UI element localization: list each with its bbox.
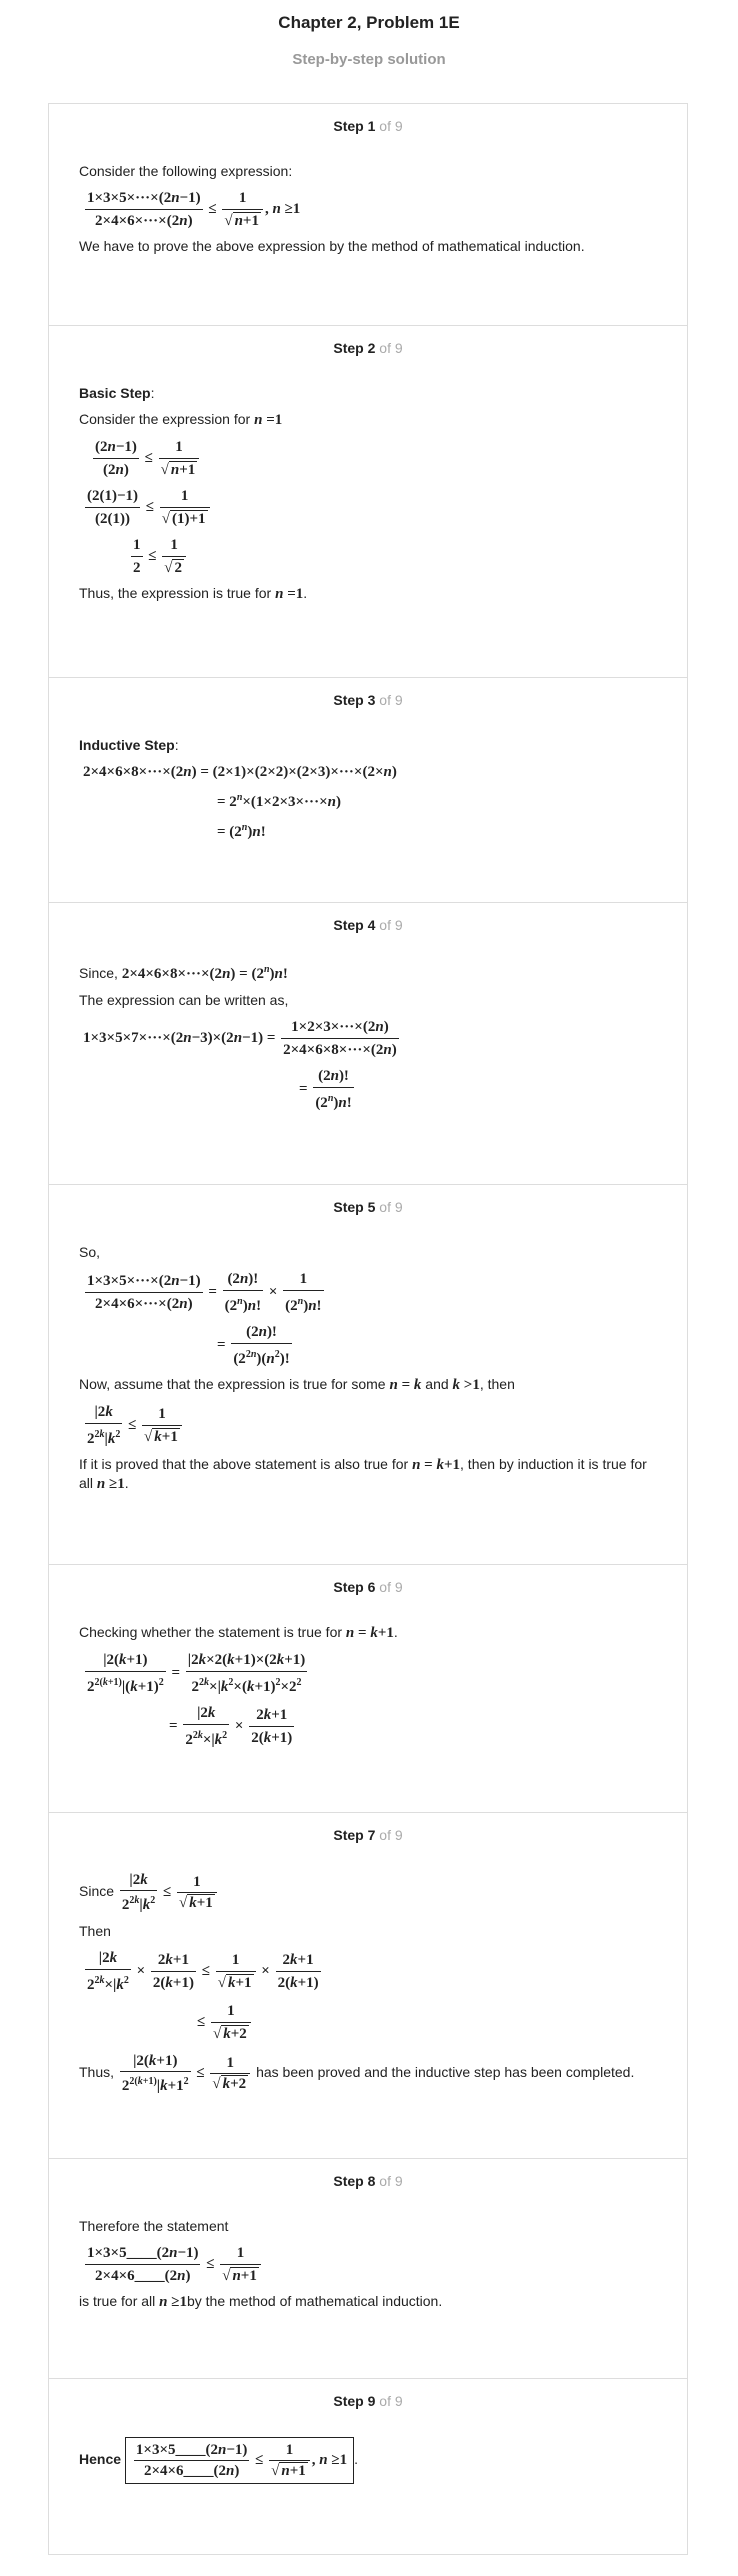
final-answer-box: $\frac{1\times 3\times 5\_\_\_\_(2n-1)}{2\times 4\times 6\_\_\_\_(2n)}$ ≤ $\frac{1}{√ n+1}$ , n ≥1: [125, 2437, 354, 2484]
math-expression: $\frac{(2(1)-1)}{(2(1))}$ ≤ $\frac{1}{√ (1)+1}$: [83, 486, 657, 529]
step-text: We have to prove the above expression by the method of mathematical induction.: [79, 238, 585, 254]
step-header: Step 8 of 9: [333, 2173, 403, 2189]
step-header: Step 5 of 9: [333, 1199, 403, 1215]
step-text: Thus, the expression is true for: [79, 585, 272, 601]
step-4: Step 4 of 9 Since, $2\times 4\times 6\times 8\times\cdot\cdot\cdot\times(2n) = (2^n)n$! The expression can be written as, 1×3×5×7×···×(2n−3)×(2n−1) = $\frac{1\times 2\times 3\times\cdot\cdot\cdot\times(2n)}{2\times 4\times 6\times 8\times\cdot\cdot\cdot\times(2n)}$ = $\frac{(2n)!}{(2^n)n!}$: [49, 903, 687, 1185]
step-text: Since: [79, 1882, 115, 1899]
math-expression: 1×3×5×7×···×(2n−3)×(2n−1) = $\frac{1\times 2\times 3\times\cdot\cdot\cdot\times(2n)}{2\times 4\times 6\times 8\times\cdot\cdot\cdot\times(2n)}$: [83, 1019, 397, 1058]
math-expression: $\frac{1}{2}$ ≤ $\frac{1}{√ 2}$: [129, 535, 657, 578]
step-text: Consider the following expression:: [79, 163, 293, 179]
math-expression: = $\frac{(2n)!}{(2^{2n})(n^2)!}$: [217, 1324, 290, 1367]
step-text: Consider the expression for: [79, 411, 251, 427]
math-expression: ≤ $\frac{1}{√ k+2}$: [197, 2001, 657, 2044]
math-expression: $\frac{|2k}{2^{2k}|k^2}$ ≤ $\frac{1}{√ k+1}$: [83, 1402, 657, 1449]
step-2: Step 2 of 9 Basic Step: Consider the expression for n =1 $\frac{(2n-1)}{(2n)}$ ≤ $\frac{1}{√ n+1}$ $\frac{(2(1)-1)}{(2(1))}$ ≤ $\frac{1}{√ (1)+1}$ $\frac{1}{2}$ ≤ $\frac{1}{√ 2}$ Thus, the expression is true for n =1.: [49, 326, 687, 678]
step-text: Since,: [79, 965, 118, 981]
math-expression: $\frac{(2n-1)}{(2n)}$ ≤ $\frac{1}{√ n+1}$: [91, 437, 657, 480]
step-text: So,: [79, 1244, 101, 1260]
step-header: Step 2 of 9: [333, 340, 403, 356]
step-1: [49, 104, 687, 326]
step-header: Step 7 of 9: [333, 1827, 403, 1843]
step-text: Therefore the statement: [79, 2218, 229, 2234]
math-expression: $\frac{1\times 3\times 5\_\_\_\_(2n-1)}{2\times 4\times 6\_\_\_\_(2n)}$ ≤ $\frac{1}{√ n+1}$: [83, 2243, 657, 2286]
step-text: Hence: [79, 2451, 122, 2468]
step-8: Step 8 of 9 Therefore the statement $\frac{1\times 3\times 5\_\_\_\_(2n-1)}{2\times 4\times 6\_\_\_\_(2n)}$ ≤ $\frac{1}{√ n+1}$ is true for all n ≥1by the method of mathematical induction.: [49, 2159, 687, 2379]
step-header: Step 6 of 9: [333, 1579, 403, 1595]
step-text: Checking whether the statement is true for: [79, 1624, 343, 1640]
step-header: Step 9 of 9: [333, 2393, 403, 2409]
math-expression: $\frac{|2k}{2^{2k}\times|k^2}$ × $\frac{2k+1}{2(k+1)}$ ≤ $\frac{1}{√ k+1}$ × $\frac{2k+1}{2(k+1)}$: [87, 1950, 319, 1993]
math-expression: = $(2^n)n$!: [217, 822, 266, 840]
math-expression: = $2^n\times(1\times 2\times 3\times\cdot\cdot\cdot\times n)$: [217, 792, 341, 810]
math-expression: = $\frac{(2n)!}{(2^n)n!}$: [299, 1068, 352, 1111]
step-header: Step 3 of 9: [333, 692, 403, 708]
step-7: Step 7 of 9 Since $\frac{|2k}{2^{2k}|k^2}$ ≤ $\frac{1}{√ k+1}$ Then $\frac{|2k}{2^{2k}\times|k^2}$ × $\frac{2k+1}{2(k+1)}$ ≤ $\frac{1}{√ k+1}$ × $\frac{2k+1}{2(k+1)}$ ≤ $\frac{1}{√ k+2}$ Thus, $\frac{|2(k+1)}{2^{2(k+1)}|k+1^2}$ ≤ $\frac{1}{√ k+2}$ has been proved and the inductive step has been completed.: [49, 1813, 687, 2159]
step-label: Basic Step: [79, 385, 151, 401]
step-3: Step 3 of 9 Inductive Step: 2×4×6×8×···×(2n) = (2×1)×(2×2)×(2×3)×···×(2×n) = $2^n\times(1\times 2\times 3\times\cdot\cdot\cdot\times n)$ = $(2^n)n$!: [49, 678, 687, 903]
step-text: Then: [79, 1923, 111, 1939]
step-text: Now, assume that the expression is true for some: [79, 1376, 386, 1392]
math-expression: $\frac{1\times 3\times 5\times\cdot\cdot\cdot\times(2n-1)}{2\times 4\times 6\times\cdot\cdot\cdot\times(2n)}$ = $\frac{(2n)!}{(2^n)n!}$ × $\frac{1}{(2^n)n!}$: [87, 1271, 322, 1314]
step-9: Step 9 of 9 Hence $\frac{1\times 3\times 5\_\_\_\_(2n-1)}{2\times 4\times 6\_\_\_\_(2n)}$ ≤ $\frac{1}{√ n+1}$ , n ≥1.: [49, 2379, 687, 2554]
step-text: is true for all: [79, 2293, 156, 2309]
step-label: Inductive Step: [79, 737, 175, 753]
math-expression: = $\frac{|2k}{2^{2k}\times|k^2}$ × $\frac{2k+1}{2(k+1)}$: [169, 1705, 293, 1748]
step-text: Thus,: [79, 2063, 115, 2080]
math-expression: $\frac{|2(k+1)}{2^{2(k+1)}|(k+1)^2}$ = $\frac{|2k\times 2(k+1)\times(2k+1)}{2^{2k}\times|k^2\times(k+1)^2\times 2^2}$: [87, 1652, 306, 1695]
math-expression: $\frac{1\times 3\times 5\times\cdot\cdot\cdot\times(2n-1)}{2\times 4\times 6\times\cdot\cdot\cdot\times(2n)}$ ≤ $\frac{1}{√ n+1}$ , n ≥1: [87, 190, 301, 229]
page-subtitle: Step-by-step solution: [292, 51, 446, 68]
step-6: Step 6 of 9 Checking whether the statement is true for n = k+1. $\frac{|2(k+1)}{2^{2(k+1)}|(k+1)^2}$ = $\frac{|2k\times 2(k+1)\times(2k+1)}{2^{2k}\times|k^2\times(k+1)^2\times 2^2}$ = $\frac{|2k}{2^{2k}\times|k^2}$ × $\frac{2k+1}{2(k+1)}$: [49, 1565, 687, 1813]
step-header: Step 4 of 9: [333, 917, 403, 933]
step-5: Step 5 of 9 So, $\frac{1\times 3\times 5\times\cdot\cdot\cdot\times(2n-1)}{2\times 4\times 6\times\cdot\cdot\cdot\times(2n)}$ = $\frac{(2n)!}{(2^n)n!}$ × $\frac{1}{(2^n)n!}$ = $\frac{(2n)!}{(2^{2n})(n^2)!}$ Now, assume that the expression is true for some n = k and k >1, then $\frac{|2k}{2^{2k}|k^2}$ ≤ $\frac{1}{√ k+1}$ If it is proved that the above statement is also true for n = k+1, then by induction it is true for all n ≥1.: [49, 1185, 687, 1565]
step-text: If it is proved that the above statement is also true for: [79, 1456, 409, 1472]
solution-container: [48, 103, 688, 2555]
step-header: Step 1 of 9: [333, 118, 403, 134]
step-text: The expression can be written as,: [79, 992, 289, 1008]
page-title: Chapter 2, Problem 1E: [278, 13, 460, 32]
math-expression: 2×4×6×8×···×(2n) = (2×1)×(2×2)×(2×3)×···×(2×n): [83, 764, 397, 780]
